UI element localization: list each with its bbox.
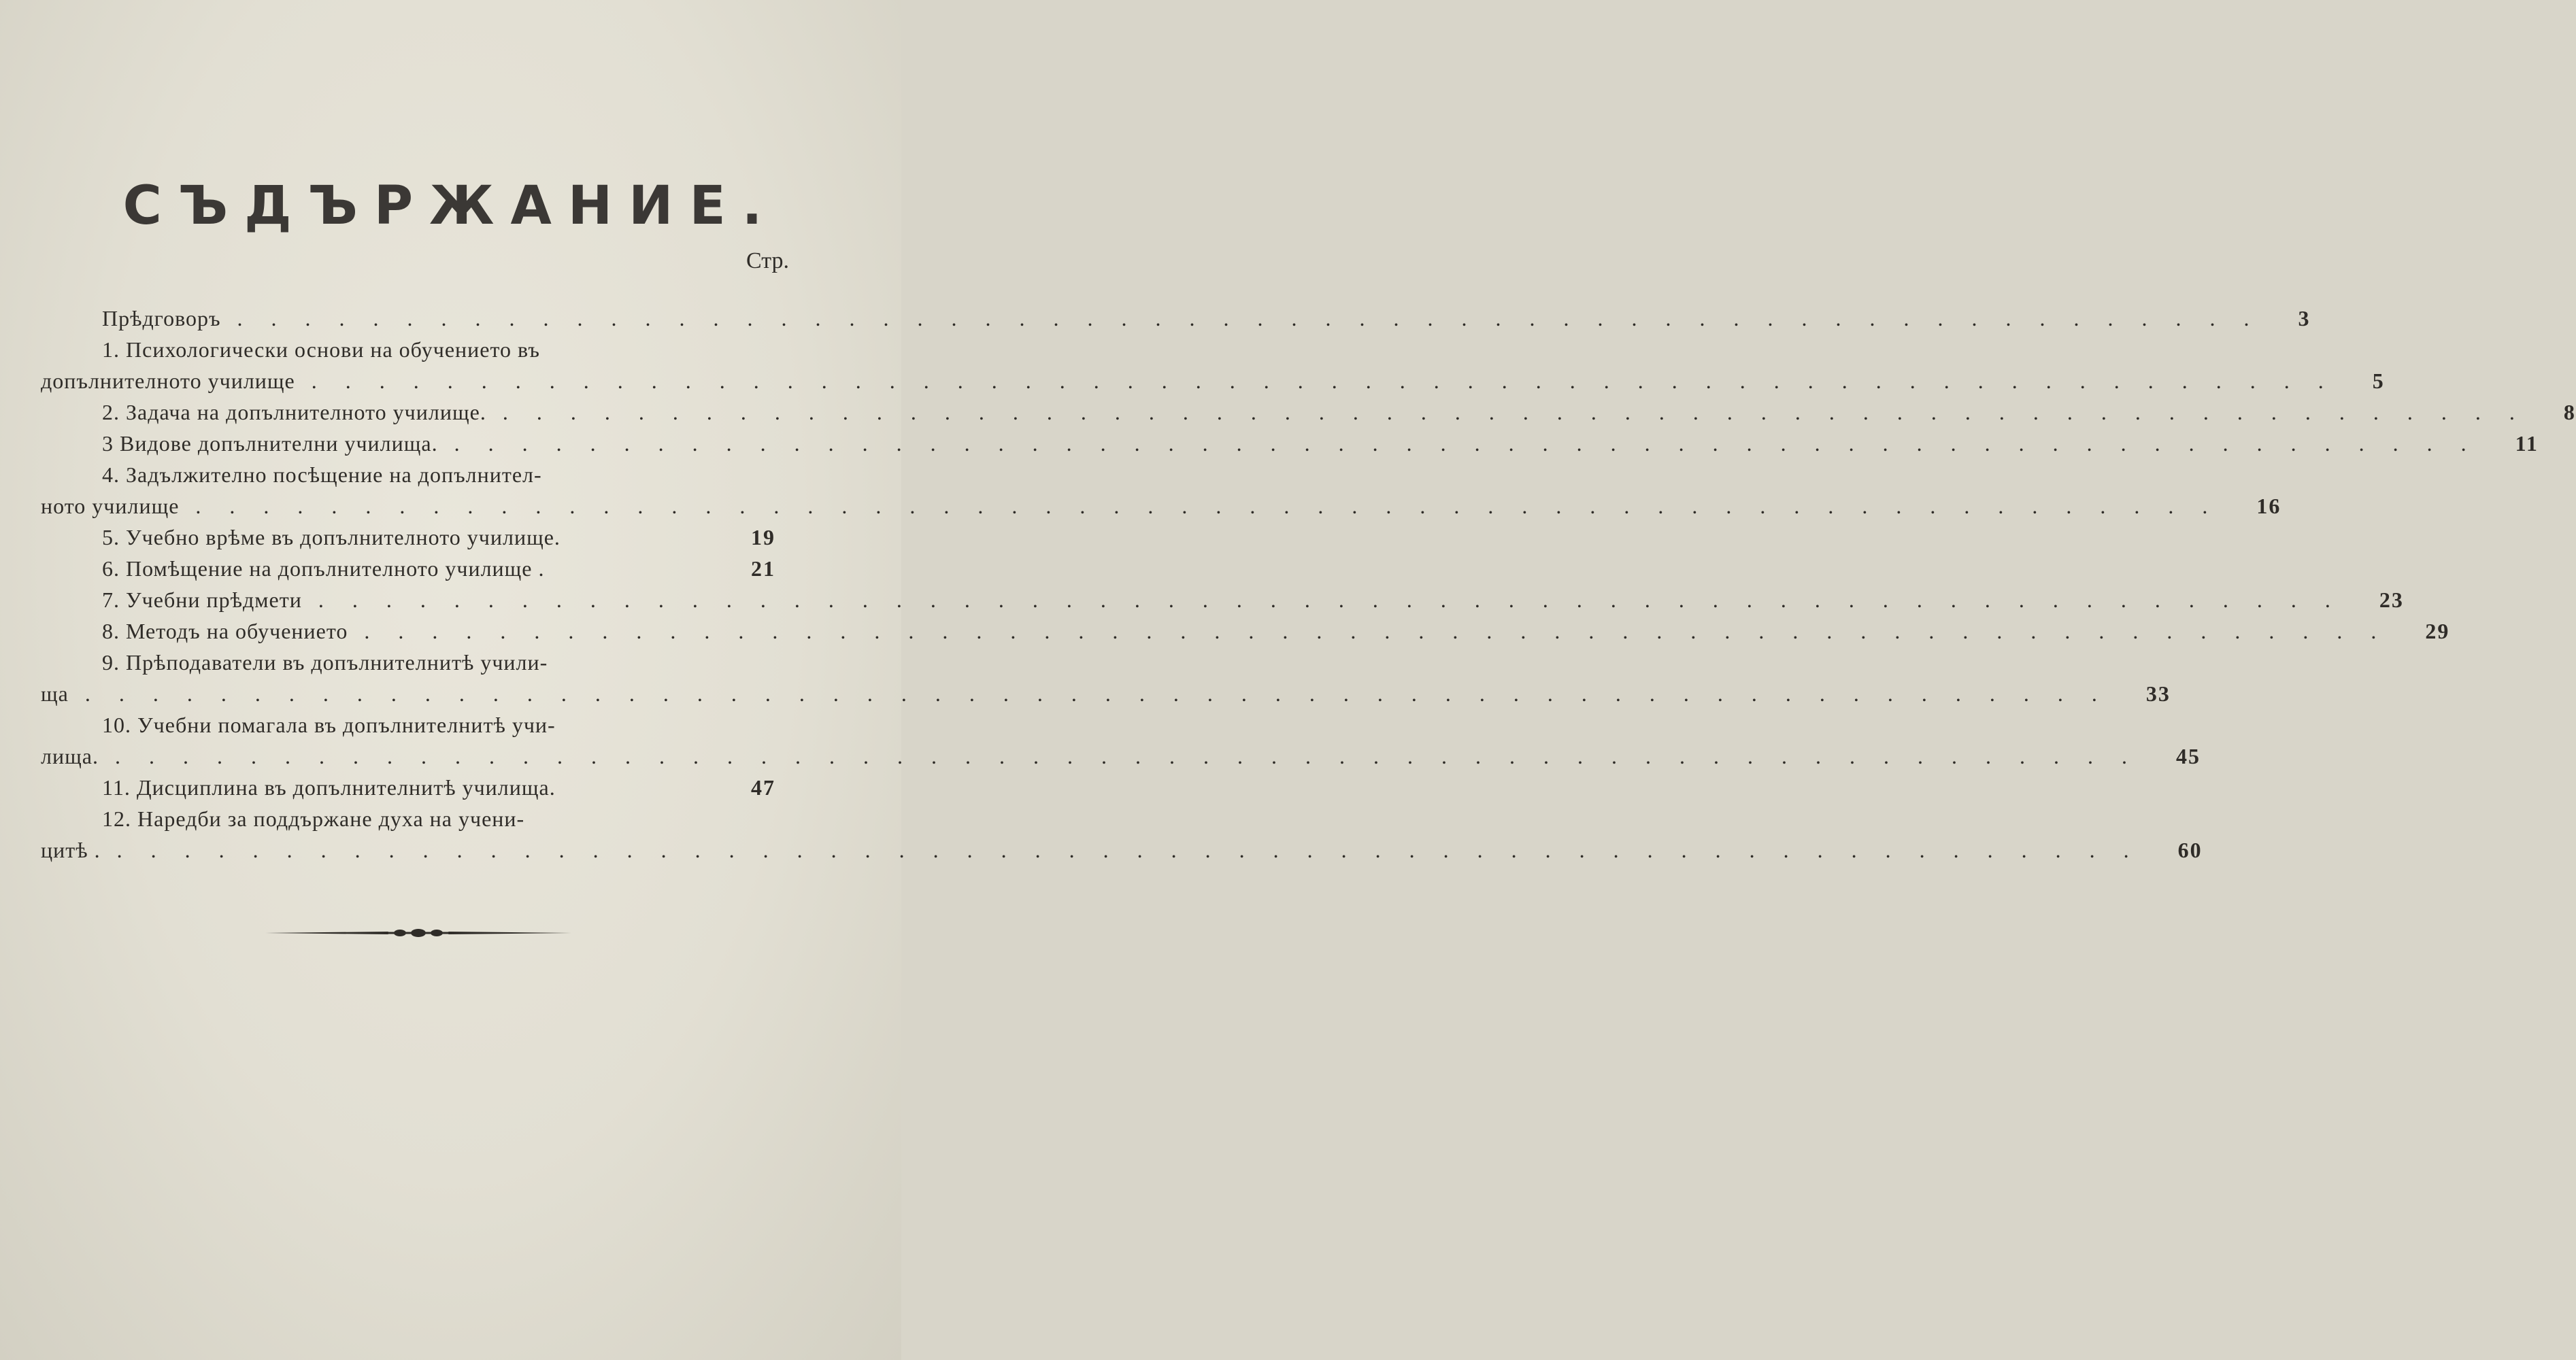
toc-entry-text: цитѣ . bbox=[41, 838, 101, 862]
toc-entry-text: 1. Психологически основи на обучението въ bbox=[102, 337, 540, 362]
toc-entry-text: 11. Дисциплина въ допълнителнитѣ училища. bbox=[102, 775, 556, 800]
toc-line bbox=[41, 713, 775, 744]
toc-entry-text: 10. Учебни помагала въ допълнителнитѣ учи- bbox=[102, 713, 556, 737]
toc-line bbox=[41, 369, 2385, 400]
toc-page-number: 60 bbox=[2177, 838, 2203, 862]
toc-page-number: 8 bbox=[2563, 400, 2576, 424]
toc-entry-text: 6. Помѣщение на допълнителното училище . bbox=[102, 556, 545, 581]
toc-page-number: 21 bbox=[751, 556, 775, 581]
toc-page-number: 33 bbox=[2145, 681, 2171, 706]
toc-entry-text: Прѣдговоръ bbox=[102, 306, 221, 330]
toc-entry-text: ното училище bbox=[41, 494, 180, 518]
toc-line bbox=[41, 588, 2404, 619]
toc-page-number: 45 bbox=[2175, 744, 2201, 768]
toc-line bbox=[41, 744, 2201, 775]
toc-line bbox=[41, 681, 2171, 713]
page-title: СЪДЪРЖАНИЕ. bbox=[122, 175, 779, 237]
toc-page-number: 23 bbox=[2379, 588, 2404, 612]
toc-line bbox=[41, 462, 775, 494]
toc-line bbox=[41, 838, 2203, 869]
toc-entry-text: 2. Задача на допълнителното училище. bbox=[102, 400, 486, 424]
toc-entry-text: 9. Прѣподаватели въ допълнителнитѣ учили- bbox=[102, 650, 548, 675]
toc-entry-text: 3 Видове допълнителни училища. bbox=[102, 431, 438, 456]
toc-page-number: 3 bbox=[2298, 306, 2311, 330]
toc-entry-text: 12. Наредби за поддържане духа на учени- bbox=[102, 806, 525, 831]
toc-page-number: 11 bbox=[2515, 431, 2539, 456]
dot-leader: ............................................................ bbox=[84, 681, 2126, 706]
dot-leader: ............................................................ bbox=[318, 588, 2359, 612]
ornament-divider bbox=[265, 925, 571, 941]
dot-leader: ............................................................ bbox=[311, 369, 2352, 393]
dot-leader: ............................................................ bbox=[114, 744, 2156, 768]
dot-leader: ............................................................ bbox=[195, 494, 2237, 518]
dot-leader: ............................................................ bbox=[116, 838, 2158, 862]
toc-page-number: 16 bbox=[2256, 494, 2281, 518]
toc-line bbox=[41, 431, 2539, 462]
toc-page-number: 29 bbox=[2425, 619, 2450, 643]
toc-entry-text: 7. Учебни прѣдмети bbox=[102, 588, 302, 612]
toc-entry-text: 8. Методъ на обучението bbox=[102, 619, 348, 643]
dot-leader: ............................................................ bbox=[454, 431, 2495, 456]
toc-line bbox=[41, 306, 2311, 337]
toc-page-number: 19 bbox=[751, 525, 775, 549]
toc-page-number: 5 bbox=[2372, 369, 2385, 393]
toc-line bbox=[41, 806, 775, 838]
page-column-label: Стр. bbox=[746, 248, 789, 273]
toc-line bbox=[41, 650, 775, 681]
toc-line bbox=[41, 556, 775, 588]
toc-entry-text: 4. Задължително посѣщение на допълнител- bbox=[102, 462, 542, 487]
dot-leader: ............................................................ bbox=[364, 619, 2405, 643]
toc-line bbox=[41, 619, 2450, 650]
toc-entry-text: 5. Учебно врѣме въ допълнителното училище. bbox=[102, 525, 561, 549]
toc-entry-text: ща bbox=[41, 681, 69, 706]
toc-line bbox=[41, 337, 775, 369]
toc-page-number: 47 bbox=[751, 775, 775, 800]
toc-line bbox=[41, 400, 2576, 431]
toc-line bbox=[41, 775, 775, 806]
toc-line bbox=[41, 494, 2281, 525]
dot-leader: ............................................................ bbox=[237, 306, 2278, 330]
dot-leader: ............................................................ bbox=[502, 400, 2543, 424]
toc-entry-text: допълнителното училище bbox=[41, 369, 295, 393]
toc-entry-text: лища. bbox=[41, 744, 99, 768]
toc-line bbox=[41, 525, 775, 556]
